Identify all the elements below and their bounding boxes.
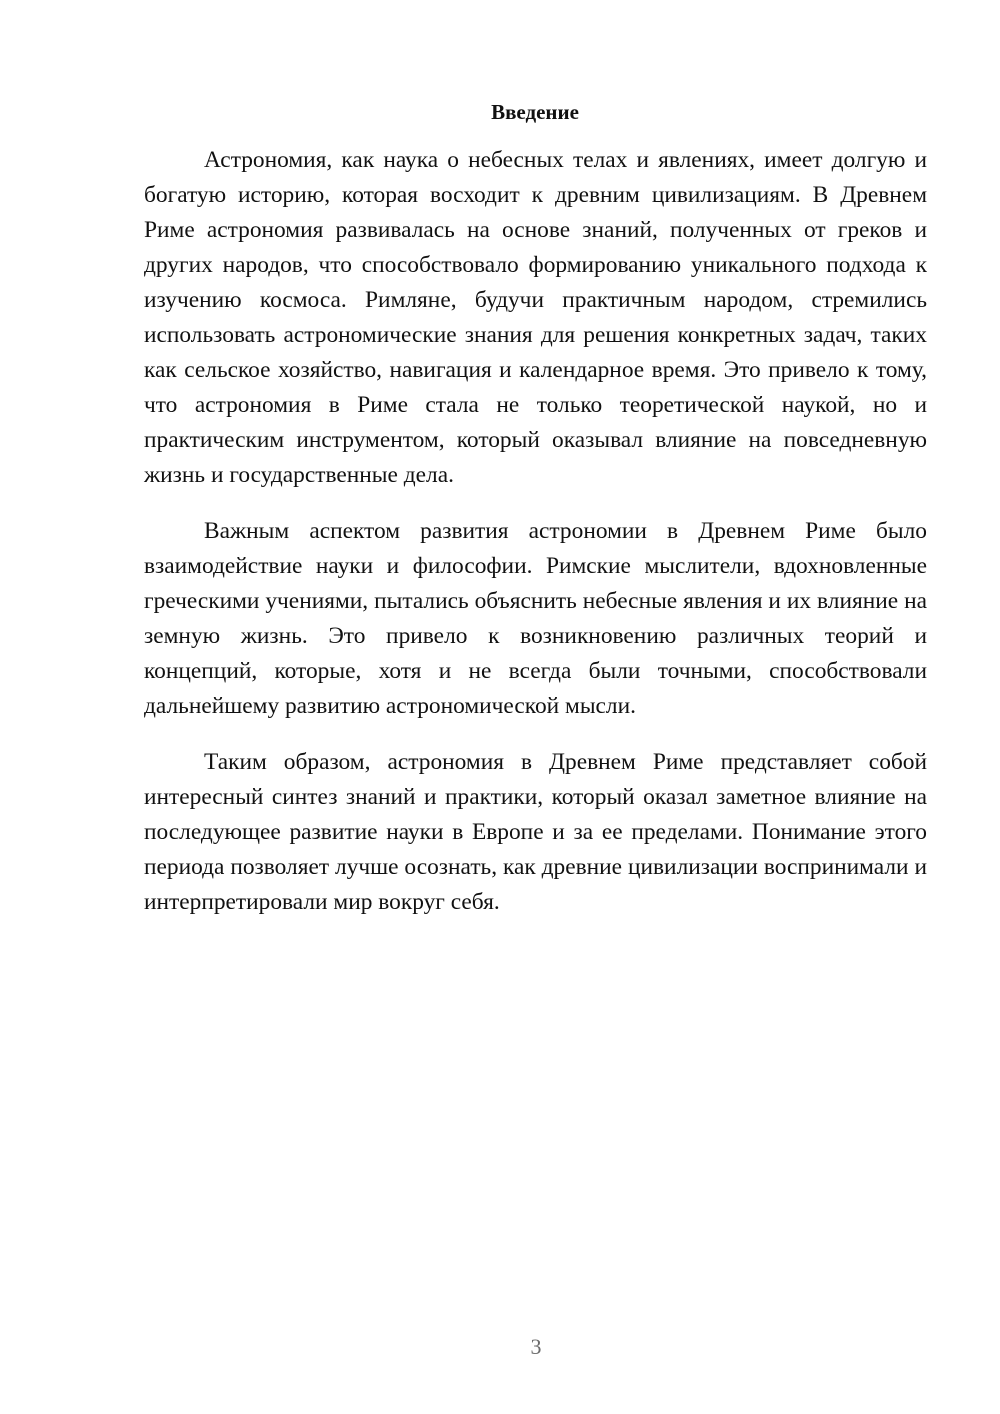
paragraph-2: Важным аспектом развития астрономии в Древнем Риме было взаимодействие науки и философии. Римские мыслители, вдохновленные греческими учениями, пытались объяснить небесные явления и их влияние на земную жизнь. Это привело к возникновению различных теорий и концепций, которые, хотя и не всегда были точными, способствовали дальнейшему развитию астрономической мысли. (144, 518, 927, 719)
paragraph-1: Астрономия, как наука о небесных телах и явлениях, имеет долгую и богатую историю, которая восходит к древним цивилизациям. В Древнем Риме астрономия развивалась на основе знаний, полученных от греков и других народов, что способствовало формированию уникального подхода к изучению космоса. Римляне, будучи практичным народом, стремились использовать астрономические знания для решения конкретных задач, таких как сельское хозяйство, навигация и календарное время. Это привело к тому, что астрономия в Риме стала не только теоретической наукой, но и практическим инструментом, который оказывал влияние на повседневную жизнь и государственные дела. (144, 147, 927, 488)
page-number: 3 (530, 1334, 542, 1359)
body-text (144, 143, 927, 920)
paragraph-3: Таким образом, астрономия в Древнем Риме представляет собой интересный синтез знаний и практики, который оказал заметное влияние на последующее развитие науки в Европе и за ее пределами. Понимание этого периода позволяет лучше осознать, как древние цивилизации воспринимали и интерпретировали мир вокруг себя. (144, 749, 927, 915)
section-heading: Введение (491, 100, 579, 124)
